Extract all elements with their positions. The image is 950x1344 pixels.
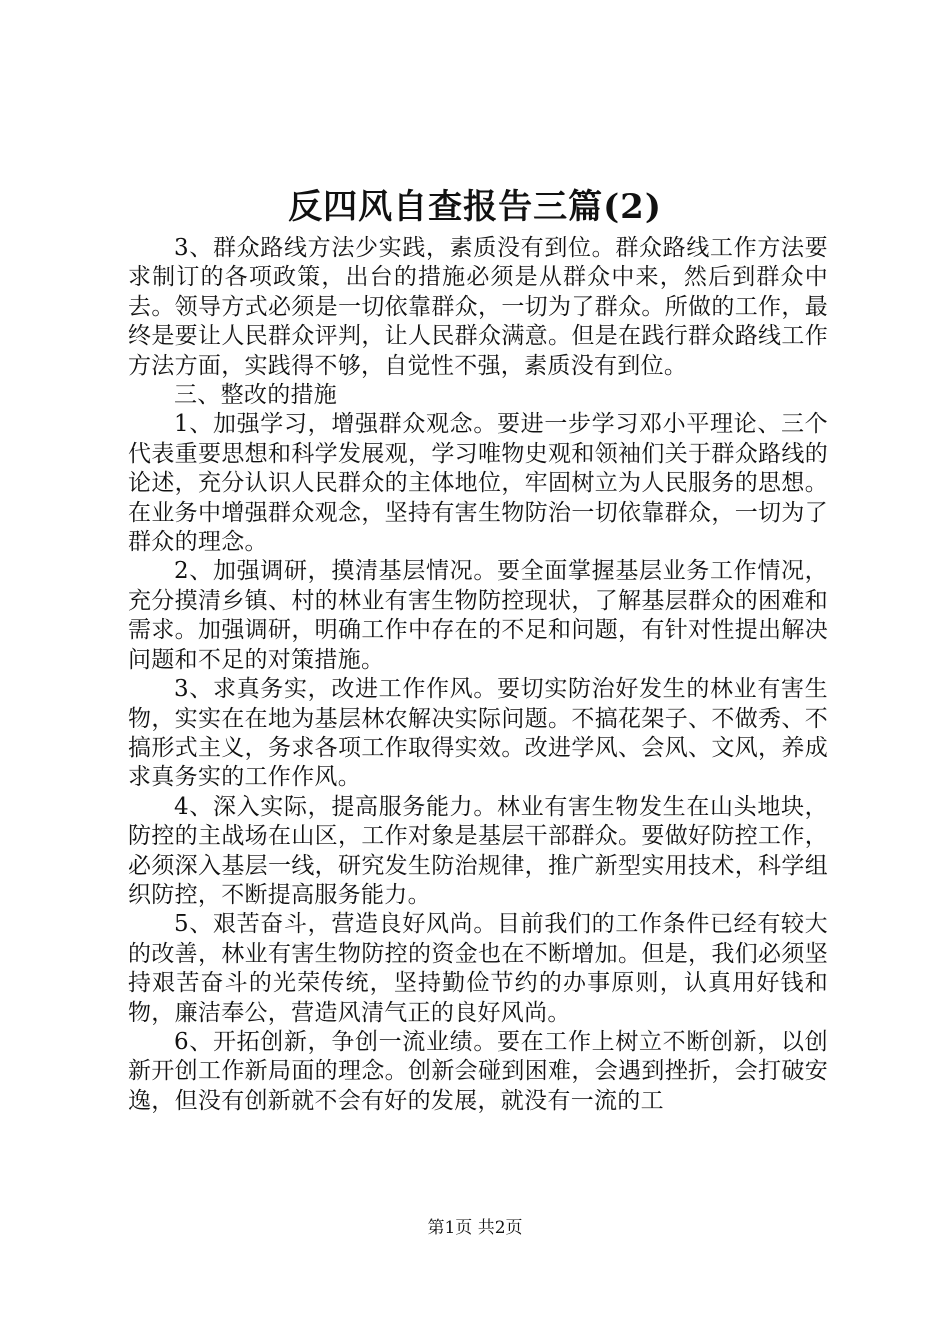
- paragraph-measure-5: 5、艰苦奋斗，营造良好风尚。目前我们的工作条件已经有较大的改善，林业有害生物防控的资金也在不断增加。但是，我们必须坚持艰苦奋斗的光荣传统，坚持勤俭节约的办事原则，认真用好钱和物，廉洁奉公，营造风清气正的良好风尚。: [128, 911, 828, 1026]
- paragraph-measure-3: 3、求真务实，改进工作作风。要切实防治好发生的林业有害生物，实实在在地为基层林农解决实际问题。不搞花架子、不做秀、不搞形式主义，务求各项工作取得实效。改进学风、会风、文风，养成求真务实的工作作风。: [128, 676, 828, 791]
- section-heading-rectification: 三、整改的措施: [174, 382, 338, 409]
- paragraph-item-3-practice: 3、群众路线方法少实践，素质没有到位。群众路线工作方法要求制订的各项政策，出台的措施必须是从群众中来，然后到群众中去。领导方式必须是一切依靠群众，一切为了群众。所做的工作，最终是要让人民群众评判，让人民群众满意。但是在践行群众路线工作方法方面，实践得不够，自觉性不强，素质没有到位。: [128, 235, 828, 379]
- paragraph-measure-6: 6、开拓创新，争创一流业绩。要在工作上树立不断创新，以创新开创工作新局面的理念。创新会碰到困难，会遇到挫折，会打破安逸，但没有创新就不会有好的发展，就没有一流的工: [128, 1028, 828, 1114]
- paragraph-measure-1: 1、加强学习，增强群众观念。要进一步学习邓小平理论、三个代表重要思想和科学发展观，学习唯物史观和领袖们关于群众路线的论述，充分认识人民群众的主体地位，牢固树立为人民服务的思想。在业务中增强群众观念，坚持有害生物防治一切依靠群众，一切为了群众的理念。: [128, 411, 828, 556]
- document-body: [128, 234, 828, 1116]
- paragraph-measure-4: 4、深入实际，提高服务能力。林业有害生物发生在山头地块，防控的主战场在山区，工作对象是基层干部群众。要做好防控工作，必须深入基层一线，研究发生防治规律，推广新型实用技术，科学组织防控，不断提高服务能力。: [128, 793, 828, 908]
- page-number-footer: 第1页 共2页: [427, 1218, 523, 1238]
- document-title: 反四风自查报告三篇(2): [288, 187, 662, 227]
- paragraph-measure-2: 2、加强调研，摸清基层情况。要全面掌握基层业务工作情况，充分摸清乡镇、村的林业有害生物防控现状，了解基层群众的困难和需求。加强调研，明确工作中存在的不足和问题，有针对性提出解决问题和不足的对策措施。: [128, 558, 828, 673]
